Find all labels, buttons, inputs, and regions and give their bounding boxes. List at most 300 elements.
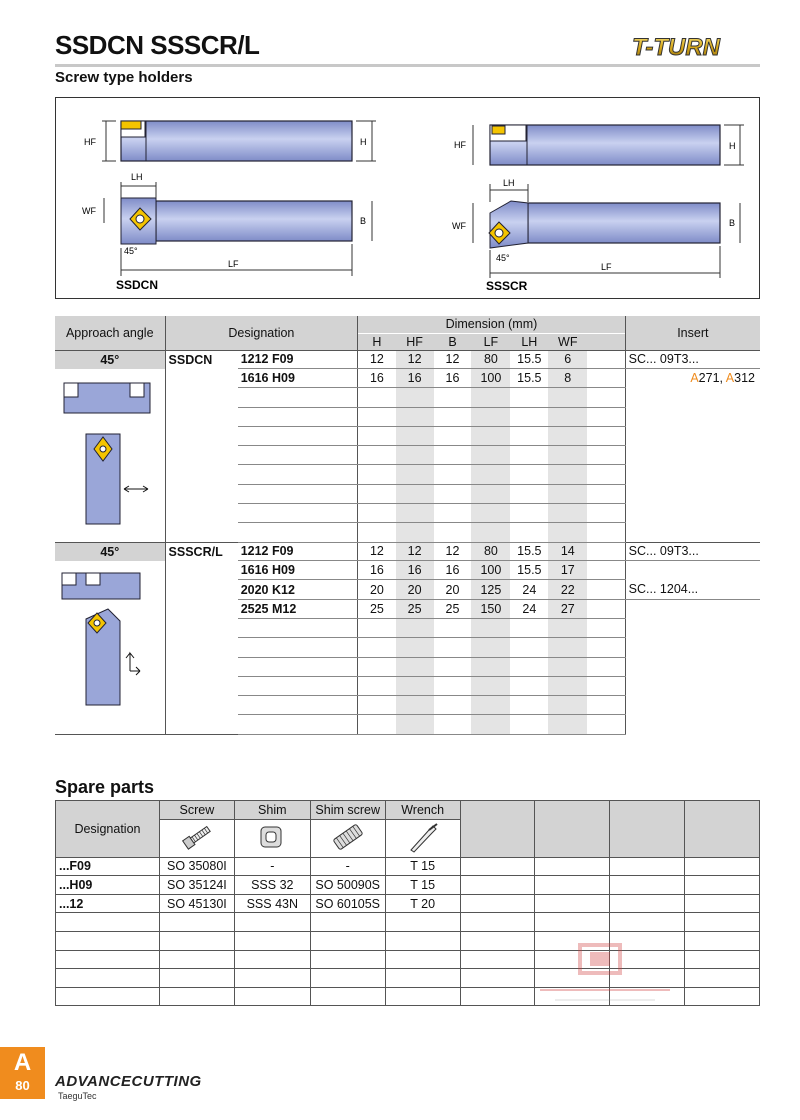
dimension-cell [434, 715, 472, 734]
insert-cell [625, 561, 760, 580]
spare-part-cell: T 15 [385, 876, 460, 895]
dimension-cell: 15.5 [510, 369, 548, 388]
spare-part-cell [159, 987, 234, 1006]
dimension-cell [510, 715, 548, 734]
spare-part-cell [385, 987, 460, 1006]
spare-part-cell [610, 894, 685, 913]
spare-part-cell: SO 45130I [159, 894, 234, 913]
dimension-cell: 16 [396, 369, 434, 388]
dim-b-header: B [434, 333, 472, 350]
spare-part-cell: - [310, 857, 385, 876]
dimension-cell [358, 638, 396, 657]
dimension-cell [548, 657, 587, 676]
spare-part-cell: - [234, 857, 310, 876]
shim-screw-icon [310, 819, 385, 857]
designation-code [238, 503, 358, 522]
dimension-cell [358, 523, 396, 542]
page-subtitle: Screw type holders [55, 69, 193, 86]
spare-part-cell [234, 950, 310, 969]
dimension-cell [587, 580, 625, 599]
spare-part-cell [460, 894, 535, 913]
dimension-cell: 12 [396, 350, 434, 369]
dimension-cell [396, 407, 434, 426]
dimension-cell [434, 523, 472, 542]
wrench-icon [385, 819, 460, 857]
spare-part-cell [159, 913, 234, 932]
page-number: 80 [15, 1078, 30, 1093]
dimension-cell [587, 369, 625, 388]
dimension-cell: 24 [510, 599, 548, 618]
spare-part-cell [310, 913, 385, 932]
insert-cell [625, 657, 760, 676]
designation-code: 2525 M12 [238, 599, 358, 618]
dimension-cell: 8 [548, 369, 587, 388]
spare-part-cell [310, 969, 385, 988]
dimension-cell [548, 388, 587, 407]
insert-header: Insert [625, 316, 760, 350]
dimension-cell [358, 407, 396, 426]
insert-cell: SC... 09T3... [625, 542, 760, 561]
dimension-cell [510, 676, 548, 695]
b-label-right: B [729, 218, 736, 228]
dimension-cell [510, 446, 548, 465]
spare-part-cell: T 15 [385, 857, 460, 876]
insert-cell [625, 503, 760, 522]
h-label-left: H [360, 137, 367, 147]
spare-part-cell [310, 931, 385, 950]
dimension-cell: 12 [396, 542, 434, 561]
spare-part-cell [234, 913, 310, 932]
dimension-cell [434, 638, 472, 657]
dimension-cell: 12 [358, 350, 396, 369]
brand-sub: TaeguTec [58, 1091, 97, 1101]
spare-part-cell [234, 969, 310, 988]
dimension-cell [548, 696, 587, 715]
spare-part-cell [234, 931, 310, 950]
designation-code [238, 446, 358, 465]
dimension-cell [434, 426, 472, 445]
dim-lh-header: LH [510, 333, 548, 350]
header-rule [55, 64, 760, 67]
table-row [55, 350, 760, 369]
dimension-cell [471, 676, 510, 695]
dimension-cell [548, 446, 587, 465]
dimension-cell [587, 638, 625, 657]
dimension-cell [471, 484, 510, 503]
ref-page-2: 312 [734, 371, 755, 386]
designation-code [238, 638, 358, 657]
dimension-header: Dimension (mm) [358, 316, 625, 333]
dimension-cell [434, 388, 472, 407]
spare-part-cell [460, 857, 535, 876]
dimension-cell [471, 638, 510, 657]
spare-part-cell [460, 931, 535, 950]
dimension-cell [396, 618, 434, 637]
ref-page-prefix: A [725, 371, 735, 386]
dimension-cell [434, 503, 472, 522]
spare-designation [56, 913, 160, 932]
b-label-left: B [360, 216, 367, 226]
dimension-cell [434, 676, 472, 695]
spare-part-cell [685, 987, 760, 1006]
designation-code: 1212 F09 [238, 350, 358, 369]
insert-cell [625, 715, 760, 734]
dimension-cell [471, 657, 510, 676]
insert-cell [625, 465, 760, 484]
svg-text:T-TURN: T-TURN [632, 34, 720, 61]
dimension-cell: 16 [396, 561, 434, 580]
lh-label-right: LH [503, 178, 515, 188]
insert-cell [625, 599, 760, 618]
designation-code [238, 676, 358, 695]
spare-designation: ...H09 [56, 876, 160, 895]
dimension-cell: 16 [434, 561, 472, 580]
shim-header: Shim [234, 801, 310, 820]
spare-part-cell [685, 931, 760, 950]
dimension-cell [548, 715, 587, 734]
dimension-cell: 25 [358, 599, 396, 618]
dimension-cell [396, 465, 434, 484]
hf-label-right: HF [454, 140, 466, 150]
dimension-cell [358, 715, 396, 734]
dimension-cell [587, 484, 625, 503]
shim-screw-header: Shim screw [310, 801, 385, 820]
approach-angle-illustration [55, 561, 165, 735]
dimension-cell [396, 657, 434, 676]
dimension-cell [548, 484, 587, 503]
table-row [56, 857, 760, 876]
dimension-cell [587, 407, 625, 426]
lh-label-left: LH [131, 172, 143, 182]
dimension-cell [510, 523, 548, 542]
dimension-cell [358, 446, 396, 465]
dim-hf-header: HF [396, 333, 434, 350]
dimension-cell: 100 [471, 561, 510, 580]
dimension-cell [510, 465, 548, 484]
dimension-cell [396, 484, 434, 503]
dimension-cell: 125 [471, 580, 510, 599]
spare-part-cell: SO 35080I [159, 857, 234, 876]
dimension-cell: 12 [434, 542, 472, 561]
dimension-cell [396, 676, 434, 695]
table-row [55, 369, 760, 388]
lf-label-left: LF [228, 259, 239, 269]
spare-part-cell [685, 950, 760, 969]
dimension-cell [471, 426, 510, 445]
designation-code [238, 696, 358, 715]
dimension-cell [587, 657, 625, 676]
dimension-cell [548, 465, 587, 484]
hf-label-left: HF [84, 137, 96, 147]
dimension-cell [358, 426, 396, 445]
dimension-cell [358, 484, 396, 503]
holder-dimension-table [55, 316, 760, 735]
dimension-cell [396, 426, 434, 445]
dimension-cell [434, 465, 472, 484]
dimension-cell [396, 503, 434, 522]
holder-type: SSDCN [165, 350, 238, 369]
shim-icon [234, 819, 310, 857]
designation-code [238, 523, 358, 542]
designation-header: Designation [165, 316, 358, 350]
spare-part-cell [310, 987, 385, 1006]
dimension-cell [396, 715, 434, 734]
dimension-cell: 20 [358, 580, 396, 599]
designation-code [238, 426, 358, 445]
spare-part-cell: SO 50090S [310, 876, 385, 895]
dimension-cell [548, 407, 587, 426]
approach-angle-header: Approach angle [55, 316, 165, 350]
dimension-cell [548, 676, 587, 695]
spare-part-cell [610, 913, 685, 932]
spare-designation: ...12 [56, 894, 160, 913]
dimension-cell [358, 676, 396, 695]
dimension-cell [434, 446, 472, 465]
spare-part-cell [535, 857, 610, 876]
designation-code [238, 484, 358, 503]
dimension-cell: 20 [396, 580, 434, 599]
dimension-cell [358, 657, 396, 676]
dimension-cell: 6 [548, 350, 587, 369]
dim-wf-header: WF [548, 333, 587, 350]
dimension-cell [471, 715, 510, 734]
table-row [55, 542, 760, 561]
ssdcn-side-view [84, 121, 376, 161]
angle-label-right: 45° [496, 253, 510, 263]
ref-page-prefix: A [690, 371, 699, 386]
spare-designation [56, 969, 160, 988]
dimension-cell [510, 426, 548, 445]
spare-part-cell [159, 931, 234, 950]
spare-part-cell: SO 35124I [159, 876, 234, 895]
dimension-cell [358, 388, 396, 407]
ssdcn-caption: SSDCN [116, 278, 159, 292]
watermark-graphic [530, 940, 680, 1015]
dimension-cell: 80 [471, 542, 510, 561]
spare-part-cell [535, 876, 610, 895]
designation-code [238, 407, 358, 426]
designation-code: 1616 H09 [238, 561, 358, 580]
dimension-cell [358, 465, 396, 484]
designation-code [238, 465, 358, 484]
designation-code [238, 715, 358, 734]
spare-part-cell [610, 876, 685, 895]
screw-header: Screw [159, 801, 234, 820]
dimension-cell [548, 426, 587, 445]
dimension-cell [510, 388, 548, 407]
dimension-cell [548, 523, 587, 542]
spare-part-cell [385, 931, 460, 950]
spare-part-cell [385, 950, 460, 969]
dimension-cell [471, 523, 510, 542]
dimension-cell [548, 638, 587, 657]
designation-code [238, 388, 358, 407]
insert-cell: SC... 1204... [625, 580, 760, 599]
insert-reference[interactable] [629, 371, 757, 385]
dimension-cell [587, 388, 625, 407]
table-row [56, 876, 760, 895]
insert-cell [625, 484, 760, 503]
section-letter: A [13, 1049, 32, 1076]
dimension-cell [471, 618, 510, 637]
dimension-cell [471, 388, 510, 407]
brand-logo: ADVANCECUTTING [55, 1073, 202, 1090]
spare-part-cell [535, 894, 610, 913]
spare-designation-header: Designation [56, 801, 160, 858]
dimension-cell [510, 638, 548, 657]
dimension-cell [471, 503, 510, 522]
dimension-cell: 16 [434, 369, 472, 388]
dimension-cell: 15.5 [510, 561, 548, 580]
dimension-cell: 20 [434, 580, 472, 599]
dimension-cell [471, 407, 510, 426]
dimension-cell [434, 657, 472, 676]
insert-cell [625, 369, 760, 388]
dimension-cell: 27 [548, 599, 587, 618]
insert-cell [625, 407, 760, 426]
wf-label-right: WF [452, 221, 466, 231]
dimension-cell: 80 [471, 350, 510, 369]
technical-drawing-box [55, 97, 760, 299]
spare-part-cell [310, 950, 385, 969]
table-row [56, 913, 760, 932]
lf-label-right: LF [601, 262, 612, 272]
spare-part-cell [685, 894, 760, 913]
wrench-header: Wrench [385, 801, 460, 820]
designation-code [238, 657, 358, 676]
ssscr-top-view [452, 178, 740, 293]
ssdcn-top-view [82, 172, 372, 292]
spare-part-cell [159, 969, 234, 988]
dimension-cell: 100 [471, 369, 510, 388]
dimension-cell: 16 [358, 561, 396, 580]
spare-part-cell: SSS 32 [234, 876, 310, 895]
dimension-cell [587, 696, 625, 715]
insert-cell [625, 618, 760, 637]
spare-designation [56, 931, 160, 950]
dimension-cell [358, 503, 396, 522]
dim-lf-header: LF [471, 333, 510, 350]
dimension-cell [434, 484, 472, 503]
spare-part-cell: SSS 43N [234, 894, 310, 913]
spare-part-cell [685, 857, 760, 876]
insert-cell [625, 523, 760, 542]
dimension-cell [358, 618, 396, 637]
insert-cell [625, 388, 760, 407]
dimension-cell [587, 715, 625, 734]
dimension-cell [510, 484, 548, 503]
t-turn-logo [628, 28, 762, 64]
spare-part-cell [610, 857, 685, 876]
section-page-tab [0, 1047, 45, 1099]
dimension-cell [587, 503, 625, 522]
dimension-cell [471, 465, 510, 484]
screw-icon [159, 819, 234, 857]
dimension-cell [396, 696, 434, 715]
dimension-cell: 12 [434, 350, 472, 369]
spare-part-cell [460, 876, 535, 895]
dimension-cell: 14 [548, 542, 587, 561]
dimension-cell [548, 618, 587, 637]
ssscr-side-view [454, 125, 744, 165]
spare-part-cell [685, 913, 760, 932]
spare-part-cell [385, 969, 460, 988]
spare-part-cell [460, 913, 535, 932]
dimension-cell [587, 446, 625, 465]
spare-parts-title: Spare parts [55, 777, 155, 797]
approach-angle-value: 45° [55, 350, 165, 369]
dimension-cell [587, 465, 625, 484]
dimension-cell [471, 446, 510, 465]
insert-cell [625, 446, 760, 465]
dimension-cell [587, 350, 625, 369]
dimension-cell: 25 [396, 599, 434, 618]
dimension-cell: 22 [548, 580, 587, 599]
insert-cell: SC... 09T3... [625, 350, 760, 369]
spare-part-cell: SO 60105S [310, 894, 385, 913]
spare-part-cell [685, 969, 760, 988]
dimension-cell: 150 [471, 599, 510, 618]
dimension-cell [396, 523, 434, 542]
ssscr-caption: SSSCR [486, 279, 528, 293]
holder-type: SSSCR/L [165, 542, 238, 561]
spare-part-cell [460, 987, 535, 1006]
insert-cell [625, 696, 760, 715]
h-label-right: H [729, 141, 736, 151]
dimension-cell [396, 446, 434, 465]
angle-label-left: 45° [124, 246, 138, 256]
dimension-cell [510, 503, 548, 522]
spare-part-cell [460, 950, 535, 969]
spare-part-cell: T 20 [385, 894, 460, 913]
dimension-cell [510, 407, 548, 426]
dimension-cell: 15.5 [510, 350, 548, 369]
designation-code: 1616 H09 [238, 369, 358, 388]
dimension-cell [396, 638, 434, 657]
designation-code: 2020 K12 [238, 580, 358, 599]
dimension-cell [587, 561, 625, 580]
spare-part-cell [385, 913, 460, 932]
spare-part-cell [159, 950, 234, 969]
dimension-cell [587, 523, 625, 542]
table-row [56, 894, 760, 913]
dimension-cell [358, 696, 396, 715]
dimension-cell [471, 696, 510, 715]
approach-angle-illustration [55, 369, 165, 543]
dimension-cell [548, 503, 587, 522]
dimension-cell [434, 407, 472, 426]
insert-cell [625, 638, 760, 657]
insert-cell [625, 676, 760, 695]
ref-page-1: 271, [698, 371, 726, 386]
spare-designation [56, 950, 160, 969]
dim-h-header: H [358, 333, 396, 350]
page-title: SSDCN SSSCR/L [55, 30, 260, 60]
dimension-cell: 25 [434, 599, 472, 618]
spare-designation [56, 987, 160, 1006]
dimension-cell: 24 [510, 580, 548, 599]
designation-code [238, 618, 358, 637]
dimension-cell [587, 542, 625, 561]
spare-part-cell [535, 913, 610, 932]
dimension-cell [434, 618, 472, 637]
approach-angle-value: 45° [55, 542, 165, 561]
dimension-cell [510, 657, 548, 676]
dimension-cell: 16 [358, 369, 396, 388]
spare-part-cell [685, 876, 760, 895]
dimension-cell [510, 696, 548, 715]
dimension-cell [510, 618, 548, 637]
